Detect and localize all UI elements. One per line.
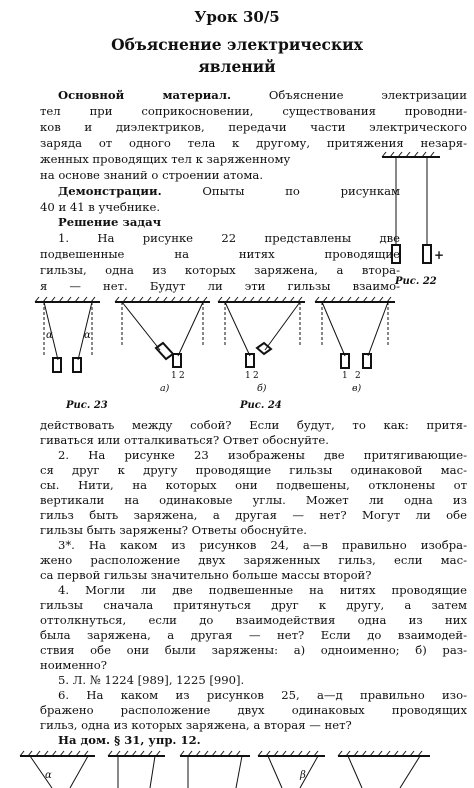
task-4-line-4: была заряжена, а другая — нет? Если до взаимодей- bbox=[40, 628, 467, 642]
task-2-line-3: сы. Нити, на которых они подвешены, отклонены от bbox=[40, 478, 467, 492]
basic-material-line-5: женных проводящих тел к заряженному bbox=[40, 152, 291, 166]
task-6-line-2: бражено расположение двух одинаковых проводящих bbox=[40, 703, 467, 717]
basic-material-line-2: тел при соприкосновении, существования проводни- bbox=[40, 104, 467, 118]
demonstrations-line-2: 40 и 41 в учебнике. bbox=[40, 200, 161, 214]
task-2-line-2: ся друг к другу проводящие гильзы одинаковой мас- bbox=[40, 463, 467, 477]
task-1-line-5: действовать между собой? Если будут, то как: притя- bbox=[40, 418, 467, 432]
fig24a-num-2: 2 bbox=[179, 371, 185, 381]
task-1-line-3: гильзы, одна из которых заряжена, а втора- bbox=[40, 263, 400, 277]
figure-24-caption: Рис. 24 bbox=[240, 400, 282, 411]
task-1-line-6: гиваться или отталкиваться? Ответ обоснуйте. bbox=[40, 433, 329, 447]
fig24a-num-1: 1 bbox=[171, 371, 177, 381]
fig25-beta: β bbox=[300, 770, 306, 781]
fig24b-num-2: 2 bbox=[253, 371, 259, 381]
task-1-line-4: я — нет. Будут ли эти гильзы взаимо- bbox=[40, 279, 400, 293]
task-5-line: 5. Л. № 1224 [989], 1225 [990]. bbox=[58, 673, 245, 687]
lesson-title-line-1: Объяснение электрических bbox=[111, 35, 363, 54]
fig25-alpha: α bbox=[45, 770, 52, 781]
fig24-sublabel-a: а) bbox=[160, 383, 170, 394]
lesson-number: Урок 30/5 bbox=[194, 8, 280, 26]
demonstrations-line-1: Демонстрации. Опыты по рисункам bbox=[58, 184, 400, 198]
task-3-line-1: 3*. На каком из рисунков 24, а—в правильно изобра- bbox=[58, 538, 467, 552]
demonstrations-label: Демонстрации. bbox=[58, 184, 162, 198]
task-1-line-2: подвешенные на нитях проводящие bbox=[40, 247, 400, 261]
lesson-title-line-2: явлений bbox=[198, 57, 276, 76]
fig23-alpha-left: α bbox=[46, 330, 53, 341]
fig24v-num-1: 1 bbox=[342, 371, 348, 381]
task-4-line-3: оттолкнуться, если до взаимодействия одна из них bbox=[40, 613, 467, 627]
fig24-sublabel-b: б) bbox=[257, 383, 267, 394]
solving-heading: Решение задач bbox=[58, 215, 162, 229]
figure-22-caption: Рис. 22 bbox=[395, 276, 437, 287]
task-2-line-6: гильзы быть заряжены? Ответы обоснуйте. bbox=[40, 523, 307, 537]
task-6-line-3: гильз, одна из которых заряжена, а вторая — нет? bbox=[40, 718, 352, 732]
task-2-line-5: гильз быть заряжена, а другая — нет? Могут ли обе bbox=[40, 508, 467, 522]
task-4-line-1: 4. Могли ли две подвешенные на нитях проводящие bbox=[58, 583, 467, 597]
basic-material-label: Основной материал. bbox=[58, 88, 232, 102]
figure-25-diagram bbox=[0, 748, 474, 788]
task-3-line-3: са первой гильзы значительно больше массы второй? bbox=[40, 568, 372, 582]
fig24b-num-1: 1 bbox=[245, 371, 251, 381]
task-2-line-4: вертикали на одинаковые углы. Может ли одна из bbox=[40, 493, 467, 507]
figures-23-24-diagram bbox=[0, 296, 460, 396]
task-4-line-6: ноименно? bbox=[40, 658, 107, 672]
basic-material-line-6: на основе знаний о строении атома. bbox=[40, 168, 264, 182]
basic-material-line-4: заряда от одного тела к другому, притяжения незаря- bbox=[40, 136, 467, 150]
task-3-line-2: жено расположение двух заряженных гильз, если мас- bbox=[40, 553, 467, 567]
fig24-sublabel-v: в) bbox=[352, 383, 362, 394]
figure-23-caption: Рис. 23 bbox=[66, 400, 108, 411]
basic-material-line-1: Основной материал. Объяснение электризации bbox=[58, 88, 467, 102]
task-2-line-1: 2. На рисунке 23 изображены две притягивающие- bbox=[58, 448, 467, 462]
homework-line: На дом. § 31, упр. 12. bbox=[58, 733, 201, 747]
task-4-line-5: ствия обе они были заряжены: а) одноименно; б) раз- bbox=[40, 643, 467, 657]
fig22-plus-sign: + bbox=[434, 248, 445, 262]
task-4-line-2: гильзы сначала притянуться друг к другу, а затем bbox=[40, 598, 467, 612]
task-1-line-1: 1. На рисунке 22 представлены две bbox=[58, 231, 400, 245]
basic-material-line-3: ков и диэлектриков, передачи части электрического bbox=[40, 120, 467, 134]
fig23-alpha-right: α bbox=[84, 330, 91, 341]
task-6-line-1: 6. На каком из рисунков 25, а—д правильно изо- bbox=[58, 688, 467, 702]
fig24v-num-2: 2 bbox=[355, 371, 361, 381]
